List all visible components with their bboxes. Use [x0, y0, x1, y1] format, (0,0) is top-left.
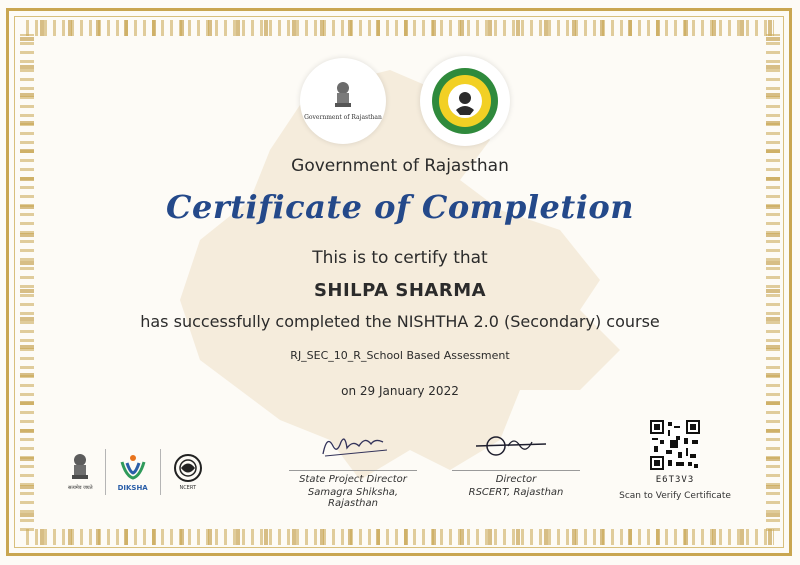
certificate-title: Certificate of Completion — [166, 188, 634, 226]
signature-spd — [283, 424, 423, 466]
ncert-icon — [173, 453, 203, 483]
signature-block-spd — [283, 424, 423, 509]
rajasthan-education-emblem-icon — [430, 66, 500, 136]
ncert-label: NCERT — [179, 485, 197, 491]
bottom-ornament-band — [26, 529, 774, 545]
education-department-logo — [420, 56, 510, 146]
completion-date: on 29 January 2022 — [341, 384, 459, 398]
diksha-label: DIKSHA — [117, 484, 148, 492]
signatory-org: Samagra Shiksha, Rajasthan — [307, 487, 399, 509]
signature-director — [446, 424, 586, 466]
footer-logos — [68, 444, 203, 500]
verification-block — [605, 420, 745, 501]
logo-divider — [160, 449, 161, 495]
signatory-title: Director — [495, 474, 537, 485]
national-emblem-logo — [68, 453, 93, 491]
verification-code: E6T3V3 — [655, 475, 695, 485]
government-label: Government of Rajasthan — [291, 156, 509, 176]
emblem-motto: सत्यमेव जयते — [68, 485, 93, 491]
qr-code-icon[interactable] — [650, 420, 700, 470]
signature-line — [452, 470, 580, 471]
lion-capital-icon — [69, 453, 91, 483]
signatory-org: RSCERT, Rajasthan — [468, 487, 564, 498]
signature-line — [289, 470, 417, 471]
verification-caption: Scan to Verify Certificate — [619, 491, 731, 501]
signatory-title: State Project Director — [299, 474, 407, 485]
ncert-logo — [173, 453, 203, 491]
completion-text: has successfully completed the NISHTHA 2.0 (Secondary) course — [140, 312, 660, 331]
logo-divider — [105, 449, 106, 495]
diksha-icon — [118, 452, 148, 482]
certify-text: This is to certify that — [312, 248, 488, 268]
government-emblem-logo — [300, 58, 386, 144]
course-code: RJ_SEC_10_R_School Based Assessment — [290, 349, 510, 362]
ashoka-emblem-icon — [332, 81, 354, 111]
emblem-caption: Government of Rajasthan — [304, 114, 382, 121]
recipient-name: SHILPA SHARMA — [313, 280, 487, 301]
signature-block-director — [446, 424, 586, 498]
top-ornament-band — [26, 20, 774, 36]
diksha-logo — [118, 452, 148, 492]
